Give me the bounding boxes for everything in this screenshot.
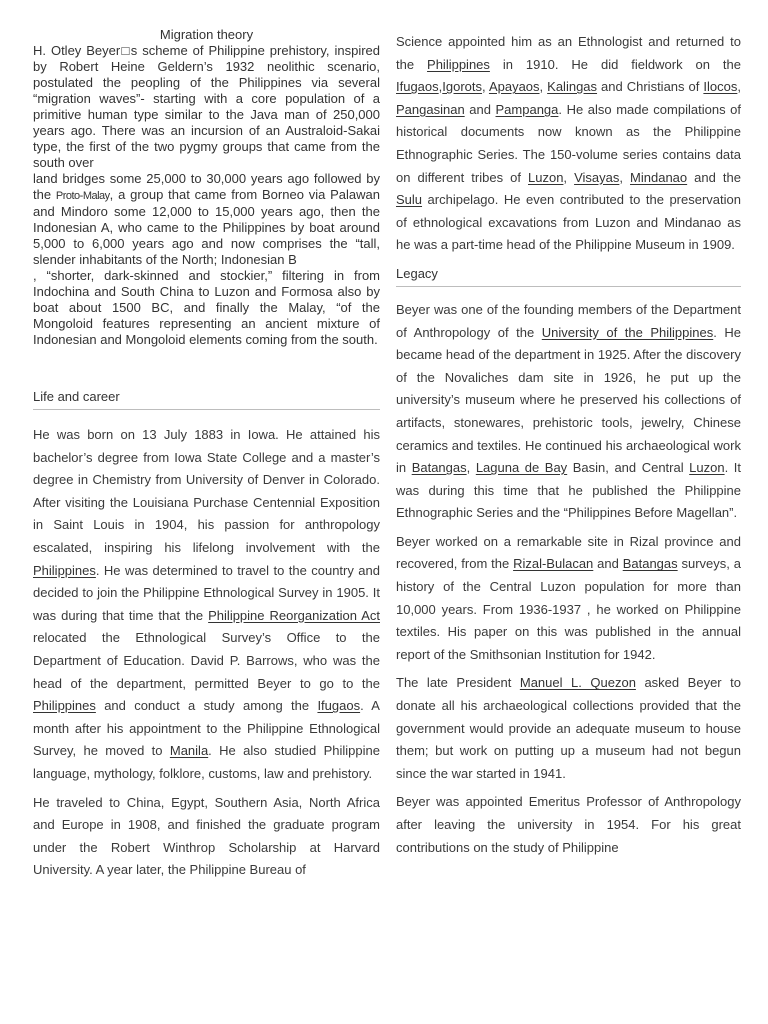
paragraph-text: asked Beyer to donate all his archaeological collections provided that the government would provide an adequate museum to house them; but work on putting up a museum had not begun since the war started in 1941.	[396, 675, 741, 781]
pangasinan-link[interactable]: Pangasinan	[396, 101, 465, 117]
igorots-link[interactable]: Igorots	[442, 79, 483, 95]
paragraph-text: and	[464, 101, 496, 117]
paragraph-text: surveys, a history of the Central Luzon population for more than 10,000 years. From 1936-1937 , he worked on Philippine textiles. His paper on this was published in the annual report of the Smithsonian Institution for 1942.	[396, 556, 741, 662]
apayaos-link[interactable]: Apayaos	[488, 79, 540, 95]
paragraph-text: He was born on 13 July 1883 in Iowa. He attained his bachelor’s degree from Iowa State College and a master’s degree in Chemistry from University of Denver in Colorado. After visiting the Louisiana Purchase Centennial Exposition in Saint Louis in 1904, his passion for anthropology escalated, inspiring his lifelong involvement with the	[33, 427, 380, 555]
batangas-link[interactable]: Batangas	[411, 460, 467, 476]
paragraph-text: ,	[539, 79, 548, 95]
legacy-heading: Legacy	[396, 265, 741, 287]
career-continued-paragraph	[396, 31, 741, 257]
theory-text: , “shorter, dark-skinned and stockier,” filtering in from Indochina and South China to Luzon and Formosa also by boat about 1500 BC, and finally the Malay, “of the Mongoloid features representing an ancient mixture of Indonesian and Mongoloid elements coming from the south.	[33, 268, 380, 347]
paragraph-text: ,	[563, 169, 575, 185]
paragraph-text: and the	[687, 169, 741, 185]
sulu-link[interactable]: Sulu	[396, 192, 423, 208]
paragraph-text: . He became head of the department in 1925. After the discovery of the Novaliches dam site in 1926, he put up the university’s museum where he preserved his collections of artifacts, stonewares, prehistoric tools, jewelry, Chinese ceramics and textiles. He continued his archaeological work in	[396, 324, 741, 476]
paragraph-text: and	[593, 556, 623, 572]
laguna-de-bay-link[interactable]: Laguna de Bay	[475, 460, 568, 476]
university-of-the-philippines-link[interactable]: University of the Philippines	[541, 324, 714, 340]
theory-text: land bridges some 25,000 to 30,000 years ago followed by the	[33, 171, 380, 202]
luzon-link[interactable]: Luzon	[528, 169, 564, 185]
paragraph-text: and Christians of	[597, 79, 704, 95]
legacy-paragraph-4: Beyer was appointed Emeritus Professor of Anthropology after leaving the university in 1954. For his great contributions on the study of Philippine	[396, 794, 741, 855]
life-and-career-heading: Life and career	[33, 388, 380, 410]
paragraph-text: in 1910. He did fieldwork on the	[489, 56, 741, 72]
kalingas-link[interactable]: Kalingas	[547, 79, 598, 95]
paragraph-text: ,	[737, 79, 741, 95]
paragraph-text: . He was determined to travel to the country and decided to join the Philippine Ethnological Survey in 1905. It was during that time that the	[33, 562, 380, 623]
theory-text: , a group that came from Borneo via Palawan and Mindoro some 12,000 to 15,000 years ago, then the Indonesian A, who came to the Philippines by boat around 5,000 to 6,000 years ago and now comprises the “tall, slender inhabitants of the North; Indonesian B	[33, 187, 380, 267]
legacy-paragraph-1	[396, 299, 741, 525]
migration-theory-text	[33, 43, 380, 348]
paragraph-text: . He also studied Philippine language, mythology, folklore, customs, law and prehistory.	[33, 743, 380, 781]
ifugaos-link[interactable]: Ifugaos	[317, 698, 361, 714]
paragraph-text: . A month after his appointment to the Philippine Ethnological Survey, he moved to	[33, 698, 380, 759]
paragraph-text: ,	[438, 79, 443, 95]
paragraph-text: ,	[482, 79, 489, 95]
right-column	[396, 0, 741, 859]
legacy-paragraph-2	[396, 531, 741, 667]
philippine-reorganization-act-link[interactable]: Philippine Reorganization Act	[208, 607, 380, 623]
paragraph-text: Beyer was one of the founding members of the Department of Anthropology of the	[396, 301, 741, 340]
manila-link[interactable]: Manila	[169, 743, 209, 759]
philippines-link[interactable]: Philippines	[33, 698, 96, 714]
legacy-paragraph-3	[396, 672, 741, 785]
luzon-link[interactable]: Luzon	[689, 460, 725, 476]
migration-theory-title: Migration theory	[159, 27, 254, 42]
philippines-link[interactable]: Philippines	[33, 562, 96, 578]
paragraph-text: The late President	[396, 675, 520, 691]
proto-malay-term: Proto-Malay	[55, 190, 110, 202]
pampanga-link[interactable]: Pampanga	[495, 101, 559, 117]
life-paragraph-2: He traveled to China, Egypt, Southern Asia, North Africa and Europe in 1908, and finished the graduate program under the Robert Winthrop Scholarship at Harvard University. A year later, the Philippine Bureau of	[33, 794, 380, 878]
manuel-l-quezon-link[interactable]: Manuel L. Quezon	[519, 675, 636, 691]
life-paragraph-1	[33, 424, 380, 786]
paragraph-text: ,	[619, 169, 631, 185]
paragraph-text: archipelago. He even contributed to the preservation of ethnological excavations from Luzon and Mindanao as he was a part-time head of the Philippine Museum in 1909.	[396, 192, 741, 253]
visayas-link[interactable]: Visayas	[574, 169, 620, 185]
batangas-link[interactable]: Batangas	[622, 556, 678, 572]
paragraph-text: Beyer worked on a remarkable site in Rizal province and recovered, from the	[396, 533, 741, 572]
ilocos-link[interactable]: Ilocos	[703, 79, 738, 95]
left-column	[33, 0, 380, 882]
paragraph-text: Basin, and Central	[567, 460, 690, 476]
rizal-bulacan-link[interactable]: Rizal-Bulacan	[513, 556, 594, 572]
paragraph-text: . He also made compilations of historical documents now known as the Philippine Ethnographic Series. The 150-volume series contains data on different tribes of	[396, 101, 741, 185]
philippines-link[interactable]: Philippines	[427, 56, 490, 72]
ifugaos-link[interactable]: Ifugaos	[396, 79, 439, 95]
paragraph-text: Science appointed him as an Ethnologist and returned to the	[396, 34, 741, 72]
theory-text: H. Otley Beyer□s scheme of Philippine prehistory, inspired by Robert Heine Geldern’s 1932 neolithic scenario, postulated the peopling of the Philippines via several “migration waves”- starting with a core population of a primitive human type similar to the Java man of 250,000 years ago. There was an incursion of an Australoid-Sakai type, the first of the two pygmy groups that came from the south over	[33, 43, 380, 170]
mindanao-link[interactable]: Mindanao	[630, 169, 688, 185]
paragraph-text: and conduct a study among the	[95, 698, 318, 714]
paragraph-text: relocated the Ethnological Survey’s Office to the Department of Education. David P. Barrows, who was the head of the department, permitted Beyer to go to the	[33, 630, 380, 691]
paragraph-text: . It was during this time that he published the Philippine Ethnographic Series and the “Philippines Before Magellan”.	[396, 460, 741, 521]
paragraph-text: ,	[466, 460, 476, 476]
